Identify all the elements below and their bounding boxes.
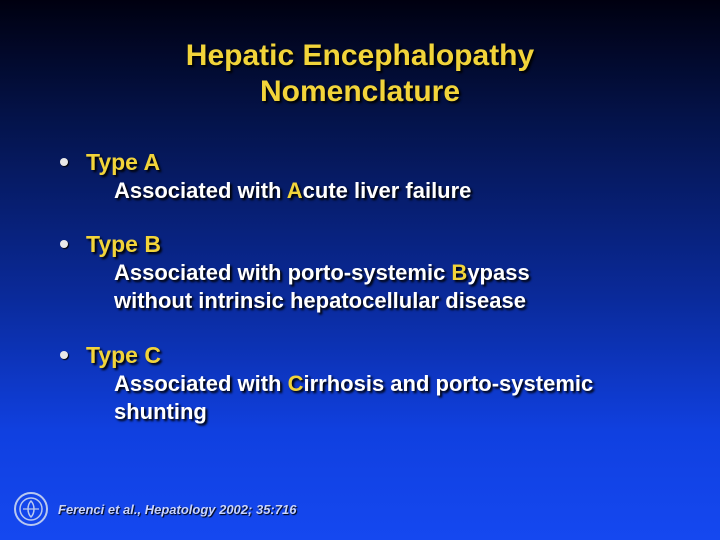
bullet-icon — [60, 351, 68, 359]
bullet-icon — [60, 158, 68, 166]
desc-text: ypass — [467, 260, 530, 285]
type-b-description — [114, 259, 698, 315]
type-a-label: Type A — [86, 149, 161, 175]
type-c-label: Type C — [86, 342, 161, 368]
type-b-label: Type B — [86, 231, 161, 257]
desc-highlight: C — [287, 371, 304, 396]
desc-text: cute liver failure — [302, 178, 472, 203]
type-c-description — [114, 370, 698, 426]
desc-text: Associated with — [114, 178, 287, 203]
citation: Ferenci et al., Hepatology 2002; 35:716 — [58, 501, 297, 517]
title-line-2: Nomenclature — [259, 75, 461, 108]
title-line-1: Hepatic Encephalopathy — [185, 39, 535, 72]
desc-line-2: without intrinsic hepatocellular disease — [114, 288, 526, 313]
list-item-type-a — [58, 147, 698, 205]
desc-text: Associated with porto-systemic — [114, 260, 452, 285]
desc-highlight: A — [286, 178, 303, 203]
desc-line-2: shunting — [114, 399, 207, 424]
society-seal-icon — [14, 492, 48, 526]
list-item-type-b — [58, 229, 698, 315]
footer — [14, 492, 296, 526]
list-item-type-c — [58, 340, 698, 426]
desc-text: irrhosis and porto-systemic — [303, 371, 594, 396]
bullet-icon — [60, 240, 68, 248]
desc-highlight: B — [451, 260, 468, 285]
desc-text: Associated with — [114, 371, 288, 396]
slide-title — [0, 38, 720, 110]
type-a-description — [114, 177, 698, 205]
